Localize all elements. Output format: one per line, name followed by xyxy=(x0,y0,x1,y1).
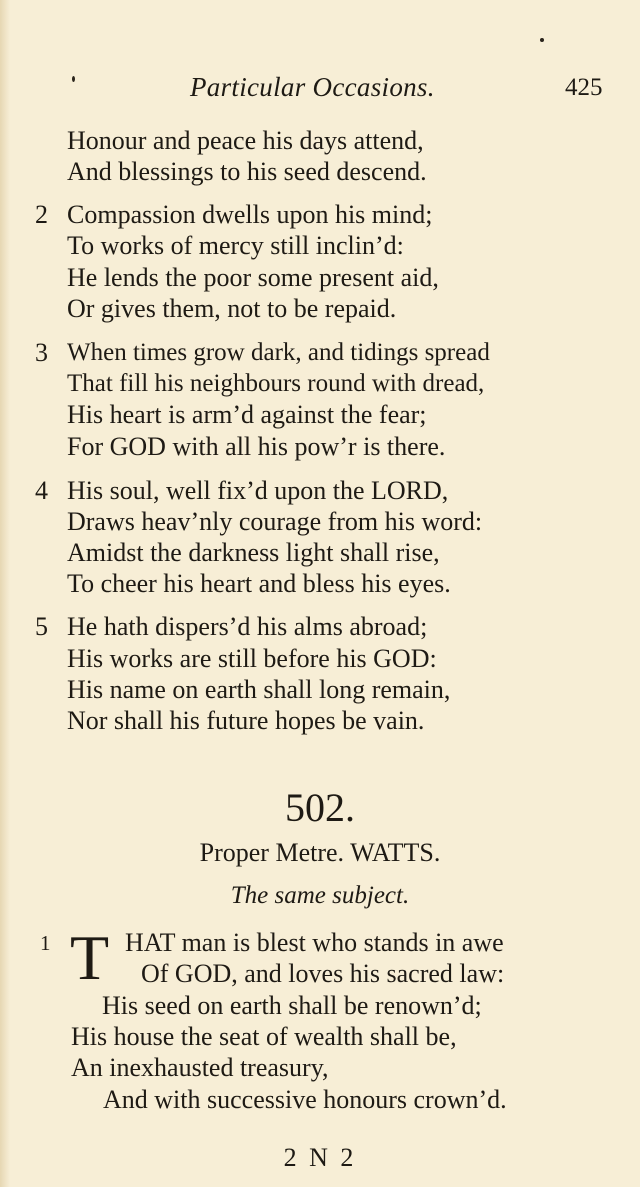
stanza-number: 3 xyxy=(35,338,48,367)
verse-line: HAT man is blest who stands in awe xyxy=(125,928,504,957)
verse-line: His name on earth shall long remain, xyxy=(67,675,451,704)
verse-line: Draws heav’nly courage from his word: xyxy=(67,507,483,536)
stanza-number: 1 xyxy=(40,931,51,955)
stanza-number: 2 xyxy=(35,200,48,229)
verse-line: That fill his neighbours round with dread, xyxy=(67,370,485,397)
page-edge-shadow xyxy=(0,0,10,1187)
stanza-number: 5 xyxy=(35,612,48,641)
verse-line: For GOD with all his pow’r is there. xyxy=(67,432,446,461)
verse-line: To works of mercy still inclin’d: xyxy=(67,231,404,260)
hymn-metre: Proper Metre. WATTS. xyxy=(199,838,441,867)
verse-line: He lends the poor some present aid, xyxy=(67,263,439,292)
verse-line: He hath dispers’d his alms abroad; xyxy=(67,612,428,641)
verse-line: Of GOD, and loves his sacred law: xyxy=(141,959,505,988)
verse-line: Nor shall his future hopes be vain. xyxy=(67,706,425,735)
page-number: 425 xyxy=(565,74,603,101)
verse-line: Amidst the darkness light shall rise, xyxy=(67,538,440,567)
verse-line: Or gives them, not to be repaid. xyxy=(67,294,397,323)
verse-line: His works are still before his GOD: xyxy=(67,644,437,673)
signature-mark: 2 N 2 xyxy=(283,1143,357,1172)
verse-line: His soul, well fix’d upon the LORD, xyxy=(67,476,449,505)
verse-line: And blessings to his seed descend. xyxy=(67,157,427,186)
verse-line: His house the seat of wealth shall be, xyxy=(71,1022,457,1051)
verse-line: His heart is arm’d against the fear; xyxy=(67,400,427,429)
hymn-number: 502. xyxy=(285,785,355,830)
page-header xyxy=(0,72,640,106)
drop-cap: T xyxy=(70,922,110,993)
verse-line: An inexhausted treasury, xyxy=(71,1053,329,1082)
ink-speck xyxy=(540,38,544,42)
verse-line: Compassion dwells upon his mind; xyxy=(67,200,433,229)
hymn-subject: The same subject. xyxy=(230,882,410,909)
verse-line: When times grow dark, and tidings spread xyxy=(67,339,490,366)
verse-line: To cheer his heart and bless his eyes. xyxy=(67,569,451,598)
verse-line: And with successive honours crown’d. xyxy=(103,1085,507,1114)
stanza-number: 4 xyxy=(35,476,48,505)
running-title: Particular Occasions. xyxy=(190,72,435,102)
verse-line: His seed on earth shall be renown’d; xyxy=(102,991,482,1020)
verse-line: Honour and peace his days attend, xyxy=(67,126,424,155)
